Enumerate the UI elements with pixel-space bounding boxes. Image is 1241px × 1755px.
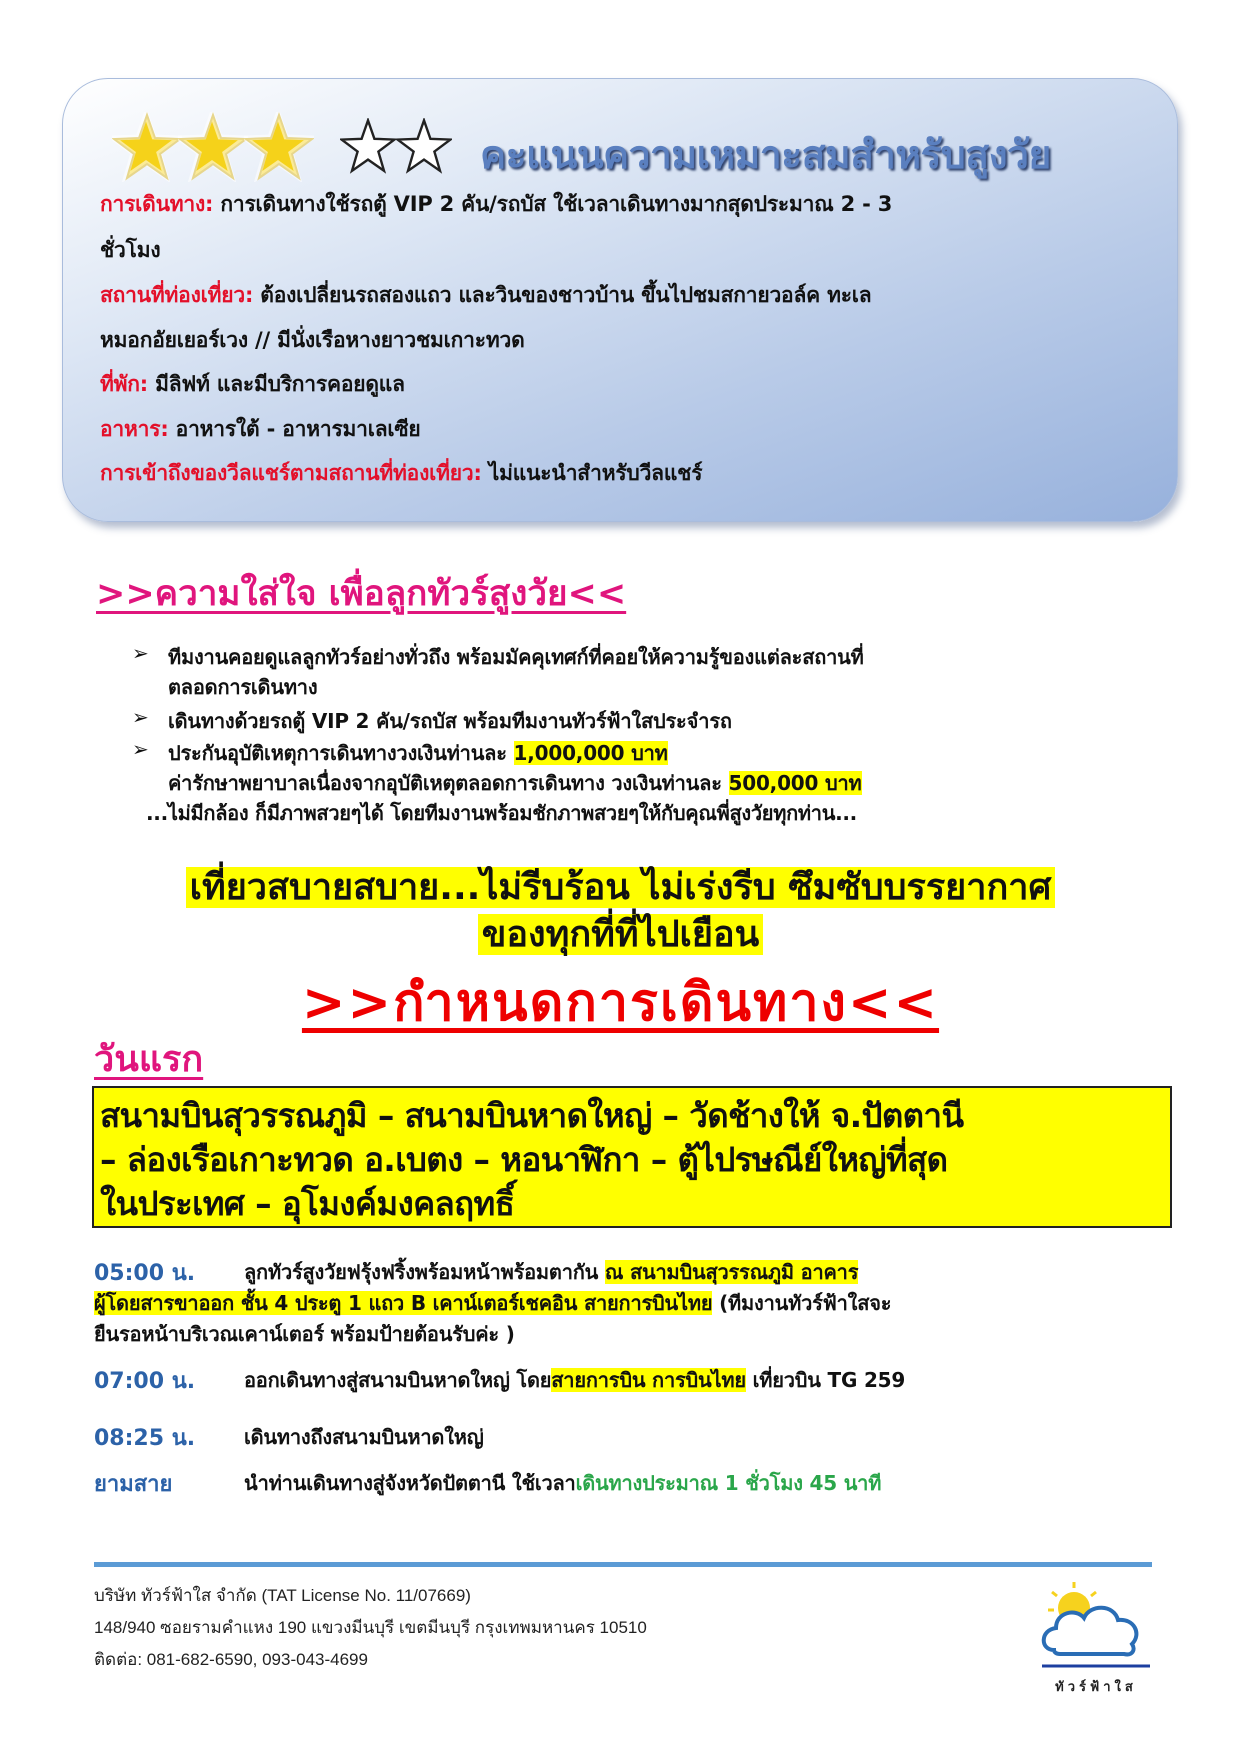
food-text: อาหารใต้ - อาหารมาเลเซีย [175, 417, 421, 441]
schedule-activity-2 [244, 1364, 905, 1396]
schedule-time-4: ยามสาย [94, 1472, 173, 1497]
stay-text: มีลิฟท์ และมีบริการคอยดูแล [155, 372, 405, 396]
wheelchair-text: ไม่แนะนำสำหรับวีลแชร์ [488, 461, 703, 485]
route-line-3: ในประเทศ – อุโมงค์มงคลฤทธิ์ [100, 1184, 515, 1223]
wheelchair-label: การเข้าถึงของวีลแชร์ตามสถานที่ท่องเที่ยว: [100, 461, 482, 485]
stay-label: ที่พัก: [100, 372, 148, 396]
slogan-line-2-text: ของทุกที่ที่ไปเยือน [478, 914, 763, 955]
star-empty-icon [340, 118, 396, 174]
star-filled-icon [112, 112, 182, 182]
slogan-line-1-text: เที่ยวสบายสบาย...ไม่รีบร้อน ไม่เร่งรีบ ซึมซับบรรยากาศ [186, 867, 1056, 908]
places-label: สถานที่ท่องเที่ยว: [100, 283, 254, 307]
wheelchair-info [100, 457, 702, 490]
travel-label: การเดินทาง: [100, 192, 214, 216]
places-info [100, 279, 871, 312]
footer-contact: ติดต่อ: 081-682-6590, 093-043-4699 [94, 1650, 368, 1669]
insurance-amount: 1,000,000 บาท [513, 741, 668, 765]
insurance-text: ประกันอุบัติเหตุการเดินทางวงเงินท่านละ [168, 741, 507, 765]
travel-text: การเดินทางใช้รถตู้ VIP 2 คัน/รถบัส ใช้เวลาเดินทางมากสุดประมาณ 2 - 3 [220, 192, 893, 216]
footer-address: 148/940 ซอยรามคำแหง 190 แขวงมีนบุรี เขตมีนบุรี กรุงเทพมหานคร 10510 [94, 1618, 647, 1637]
arrow-bullet-icon: ➢ [132, 737, 149, 761]
medical-text: ค่ารักษาพยาบาลเนื่องจากอุบัติเหตุตลอดการเดินทาง วงเงินท่านละ [168, 771, 722, 795]
arrow-bullet-icon: ➢ [132, 641, 149, 665]
care-bullet-1-cont: ตลอดการเดินทาง [168, 675, 318, 699]
medical-amount: 500,000 บาท [728, 771, 862, 795]
activity-1-highlight-2: ผู้โดยสารขาออก ชั้น 4 ประตู 1 แถว B เคาน์เตอร์เชคอิน สายการบินไทย [94, 1291, 713, 1315]
travel-text-cont: ชั่วโมง [100, 238, 161, 262]
schedule-activity-1-line-2 [94, 1287, 891, 1319]
activity-2-highlight: สายการบิน การบินไทย [551, 1368, 746, 1392]
program-title: >>กำหนดการเดินทาง<< [301, 973, 940, 1033]
care-bullet-3 [168, 737, 668, 769]
photo-note: ...ไม่มีกล้อง ก็มีภาพสวยๆได้ โดยทีมงานพร้อมชักภาพสวยๆให้กับคุณพี่สูงวัยทุกท่าน... [146, 801, 857, 825]
star-filled-icon [244, 112, 314, 182]
care-title: >>ความใส่ใจ เพื่อลูกทัวร์สูงวัย<< [96, 574, 627, 614]
slogan-line-2 [0, 905, 1241, 962]
arrow-bullet-icon: ➢ [132, 705, 149, 729]
care-bullet-2: เดินทางด้วยรถตู้ VIP 2 คัน/รถบัส พร้อมทีมงานทัวร์ฟ้าใสประจำรถ [168, 709, 732, 733]
schedule-time-3: 08:25 น. [94, 1426, 196, 1451]
schedule-activity-3: เดินทางถึงสนามบินหาดใหญ่ [244, 1425, 484, 1449]
activity-2-text: ออกเดินทางสู่สนามบินหาดใหญ่ โดย [244, 1368, 552, 1392]
schedule-activity-1-line-3: ยืนรอหน้าบริเวณเคาน์เตอร์ พร้อมป้ายต้อนรับค่ะ ) [94, 1322, 515, 1346]
places-text: ต้องเปลี่ยนรถสองแถว และวินของชาวบ้าน ขึ้นไปชมสกายวอล์ค ทะเล [260, 283, 872, 307]
footer-divider [94, 1562, 1152, 1567]
activity-4-text: นำท่านเดินทางสู่จังหวัดปัตตานี ใช้เวลา [244, 1471, 576, 1495]
food-info [100, 413, 421, 446]
rating-header [112, 112, 1172, 182]
schedule-activity-1 [244, 1256, 858, 1288]
route-line-1: สนามบินสุวรรณภูมิ – สนามบินหาดใหญ่ – วัดช้างให้ จ.ปัตตานี [100, 1096, 964, 1135]
activity-1-highlight: ณ สนามบินสุวรรณภูมิ อาคาร [604, 1260, 859, 1284]
activity-2-flight: เที่ยวบิน TG 259 [752, 1368, 906, 1392]
day-title: วันแรก [94, 1039, 204, 1080]
activity-4-duration: เดินทางประมาณ 1 ชั่วโมง 45 นาที [575, 1471, 882, 1495]
travel-info [100, 188, 892, 221]
route-box [92, 1086, 1172, 1228]
places-text-cont: หมอกอัยเยอร์เวง // มีนั่งเรือหางยาวชมเกาะทวด [100, 328, 525, 352]
schedule-activity-4 [244, 1467, 881, 1499]
care-bullet-3-cont [168, 767, 862, 799]
schedule-time-1: 05:00 น. [94, 1261, 196, 1286]
footer-company: บริษัท ทัวร์ฟ้าใส จำกัด (TAT License No. 11/07669) [94, 1586, 471, 1605]
stay-info [100, 368, 405, 401]
care-bullet-1: ทีมงานคอยดูแลลูกทัวร์อย่างทั่วถึง พร้อมมัคคุเทศก์ที่คอยให้ความรู้ของแต่ละสถานที่ [168, 645, 864, 669]
activity-1-tail: (ทีมงานทัวร์ฟ้าใสจะ [719, 1291, 892, 1315]
sun-cloud-logo-icon [1036, 1578, 1156, 1670]
rating-title: คะแนนความเหมาะสมสำหรับสูงวัย [480, 133, 1051, 178]
activity-1-text: ลูกทัวร์สูงวัยฟรุ้งฟริ้งพร้อมหน้าพร้อมตากัน [244, 1260, 599, 1284]
star-empty-icon [396, 118, 452, 174]
schedule-time-2: 07:00 น. [94, 1369, 196, 1394]
route-line-2: – ล่องเรือเกาะทวด อ.เบตง – หอนาฬิกา – ตู้ไปรษณีย์ใหญ่ที่สุด [100, 1140, 948, 1179]
star-filled-icon [178, 112, 248, 182]
food-label: อาหาร: [100, 417, 169, 441]
logo-text: ทัวร์ฟ้าใส [1055, 1680, 1137, 1695]
